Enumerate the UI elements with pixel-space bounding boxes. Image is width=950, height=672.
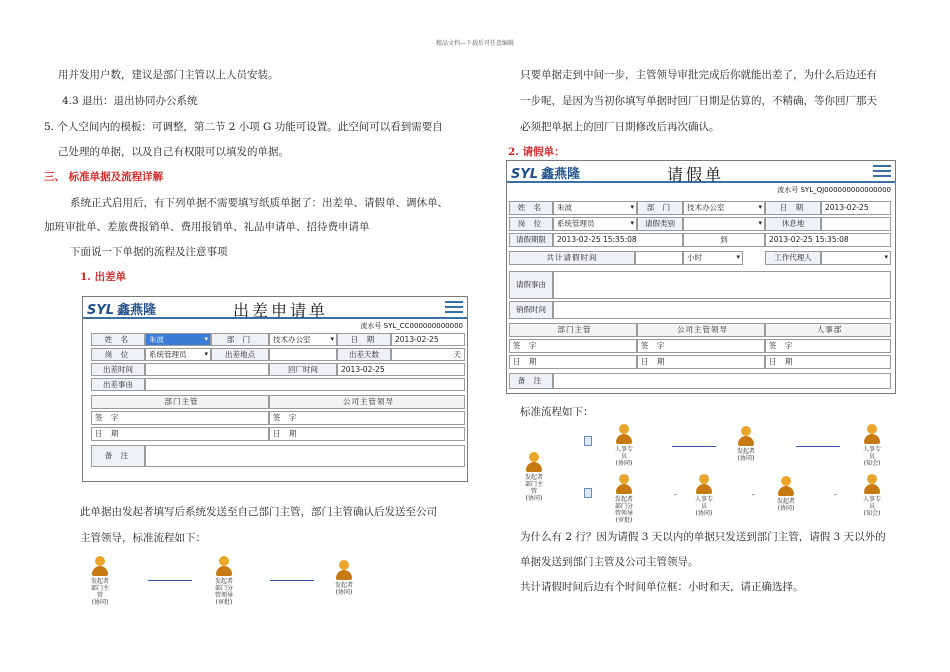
reason-field[interactable] [145,378,465,391]
form-title: 请假单 [667,165,725,184]
person-icon: 人事专 员 (协同) [684,474,724,517]
flow-connector [270,580,314,581]
agent-label: 工作代理人 [765,251,821,265]
person-icon: 发起者 部门主 管 (协同) [80,556,120,606]
section-heading: 三、 标准单据及流程详解 [44,171,164,183]
paragraph: 此单据由发起者填写后系统发送至自己部门主管，部门主管确认后发送至公司 [80,506,437,518]
note-label: 备 注 [91,445,145,467]
flow-connector [148,580,192,581]
paragraph: 己处理的单据，以及自己有权限可以填发的单据。 [58,146,289,158]
name-label: 姓 名 [91,333,145,346]
form-header [83,297,467,319]
date-field[interactable]: 2013-02-25 [391,333,465,346]
paragraph: 下面说一下单据的流程及注意事项 [70,246,228,258]
paragraph: 主管领导，标准流程如下： [80,532,206,544]
period-label: 请假期限 [509,233,553,247]
person-icon: 发起者 部门分 管领导 (审批) [604,474,644,524]
menu-icon[interactable] [873,165,891,180]
reason-field[interactable] [553,271,891,299]
person-icon: 人事专 员 (知会) [852,474,892,517]
date-field[interactable]: 2013-02-25 [821,201,891,215]
paragraph: 一步呢，是因为当初你填写单据时回厂日期是估算的，不精确，等你回厂那天 [520,95,877,107]
date-label: 日 期 [765,201,821,215]
form-title: 出差申请单 [233,301,329,320]
date-label: 日 期 [337,333,391,346]
type-select[interactable] [683,217,765,231]
to-field[interactable]: 2013-02-25 15:35:08 [765,233,891,247]
company-head-header: 公司主管领导 [269,395,465,409]
total-field[interactable] [635,251,683,265]
return-field[interactable]: 2013-02-25 [337,363,465,376]
sign-field[interactable]: 签 字 [269,411,465,425]
dept-head-header: 部门主管 [509,323,637,337]
sign-field[interactable]: 签 字 [91,411,269,425]
person-icon: 发起者 (协同) [766,476,806,512]
dept-head-header: 部门主管 [91,395,269,409]
total-label: 共计请假时间 [509,251,635,265]
place-label: 出差地点 [211,348,269,361]
rest-field[interactable] [821,217,891,231]
dept-select[interactable]: 技术办公室 ▾ [269,333,337,346]
time-field[interactable] [145,363,269,376]
company-logo: SYL 鑫燕隆 [511,167,581,182]
rest-label: 休息地 [765,217,821,231]
hr-header: 人事部 [765,323,891,337]
agent-select[interactable] [821,251,891,265]
dept-select[interactable]: 技术办公室 ▾ [683,201,765,215]
paragraph: 5. 个人空间内的模板：可调整，第二节 2 小项 G 功能可设置。此空间可以看到需要自 [44,121,443,133]
paragraph: 为什么有 2 行？因为请假 3 天以内的单据只发送到部门主管，请假 3 天以外的 [520,531,886,543]
type-label: 请假类别 [637,217,683,231]
approval-date-field[interactable]: 日 期 [765,355,891,369]
note-field[interactable] [145,445,465,467]
subsection-heading: 2. 请假单： [508,146,565,158]
sign-field[interactable]: 签 字 [765,339,891,353]
company-head-header: 公司主管领导 [637,323,765,337]
days-field[interactable]: 天 [391,348,465,361]
subsection-heading: 1. 出差单 [80,271,127,283]
paragraph: 加班审批单、差旅费报销单、费用报销单、礼品申请单、招待费申请单 [44,221,370,233]
dept-label: 部 门 [211,333,269,346]
leave-application-form [506,160,896,394]
page-header: 精品文档---下载后可任意编辑 [435,40,515,47]
post-label: 岗 位 [509,217,553,231]
paragraph: 系统正式启用后，有下列单据不需要填写纸质单据了：出差单、请假单、调休单、 [70,197,448,209]
person-icon: 人事专 员 (知会) [852,424,892,467]
from-field[interactable]: 2013-02-25 15:35:08 [553,233,683,247]
paragraph: 单据发送到部门主管及公司主管领导。 [520,556,699,568]
paragraph: 只要单据走到中间一步，主管领导审批完成后你就能出差了，为什么后边还有 [520,69,877,81]
reason-label: 出差事由 [91,378,145,391]
paragraph: 4.3 退出：退出协同办公系统 [62,95,198,107]
serial-number: 流水号 SYL_CC000000000000 [360,322,463,330]
flow-connector: - [834,490,837,499]
cancel-field[interactable] [553,301,891,319]
sign-field[interactable]: 签 字 [637,339,765,353]
sign-field[interactable]: 签 字 [509,339,637,353]
time-label: 出差时间 [91,363,145,376]
name-select[interactable]: 朱波 ▾ [553,201,637,215]
document-icon [584,488,592,498]
flow-connector: - [674,490,677,499]
reason-label: 请假事由 [509,271,553,299]
note-field[interactable] [553,373,891,389]
approval-date-field[interactable]: 日 期 [91,427,269,441]
paragraph: 用并发用户数，建议是部门主管以上人员安装。 [58,69,279,81]
paragraph: 必须把单据上的回厂日期修改后再次确认。 [520,121,720,133]
company-logo: SYL 鑫燕隆 [87,303,157,318]
person-icon: 发起者 部门分 管领导 (审批) [204,556,244,606]
dept-label: 部 门 [637,201,683,215]
name-select[interactable]: 朱波 ▾ [145,333,211,346]
paragraph: 标准流程如下： [520,406,594,418]
unit-select[interactable]: 小时 ▾ [683,251,743,265]
menu-icon[interactable] [445,301,463,316]
person-icon: 发起者 (协同) [726,426,766,462]
serial-number: 流水号 SYL_QJ000000000000000 [777,186,891,194]
person-icon: 发起者 部门主 管 (协同) [514,452,554,502]
approval-date-field[interactable]: 日 期 [509,355,637,369]
days-label: 出差天数 [337,348,391,361]
flow-connector: - [752,490,755,499]
post-select[interactable]: 系统管理员 ▾ [553,217,637,231]
paragraph: 共计请假时间后边有个时间单位框：小时和天，请正确选择。 [520,581,804,593]
approval-date-field[interactable]: 日 期 [269,427,465,441]
flow-connector [796,446,840,447]
name-label: 姓 名 [509,201,553,215]
place-field[interactable] [269,348,337,361]
post-select[interactable]: 系统管理员 ▾ [145,348,211,361]
cancel-label: 销假时间 [509,301,553,319]
to-label: 到 [683,233,765,247]
return-label: 回厂时间 [269,363,337,376]
flow-connector [672,446,716,447]
person-icon: 人事专 员 (协同) [604,424,644,467]
approval-date-field[interactable]: 日 期 [637,355,765,369]
note-label: 备 注 [509,373,553,389]
form-header [507,161,895,183]
document-icon [584,436,592,446]
trip-application-form [82,296,468,482]
post-label: 岗 位 [91,348,145,361]
person-icon: 发起者 (协同) [324,560,364,596]
